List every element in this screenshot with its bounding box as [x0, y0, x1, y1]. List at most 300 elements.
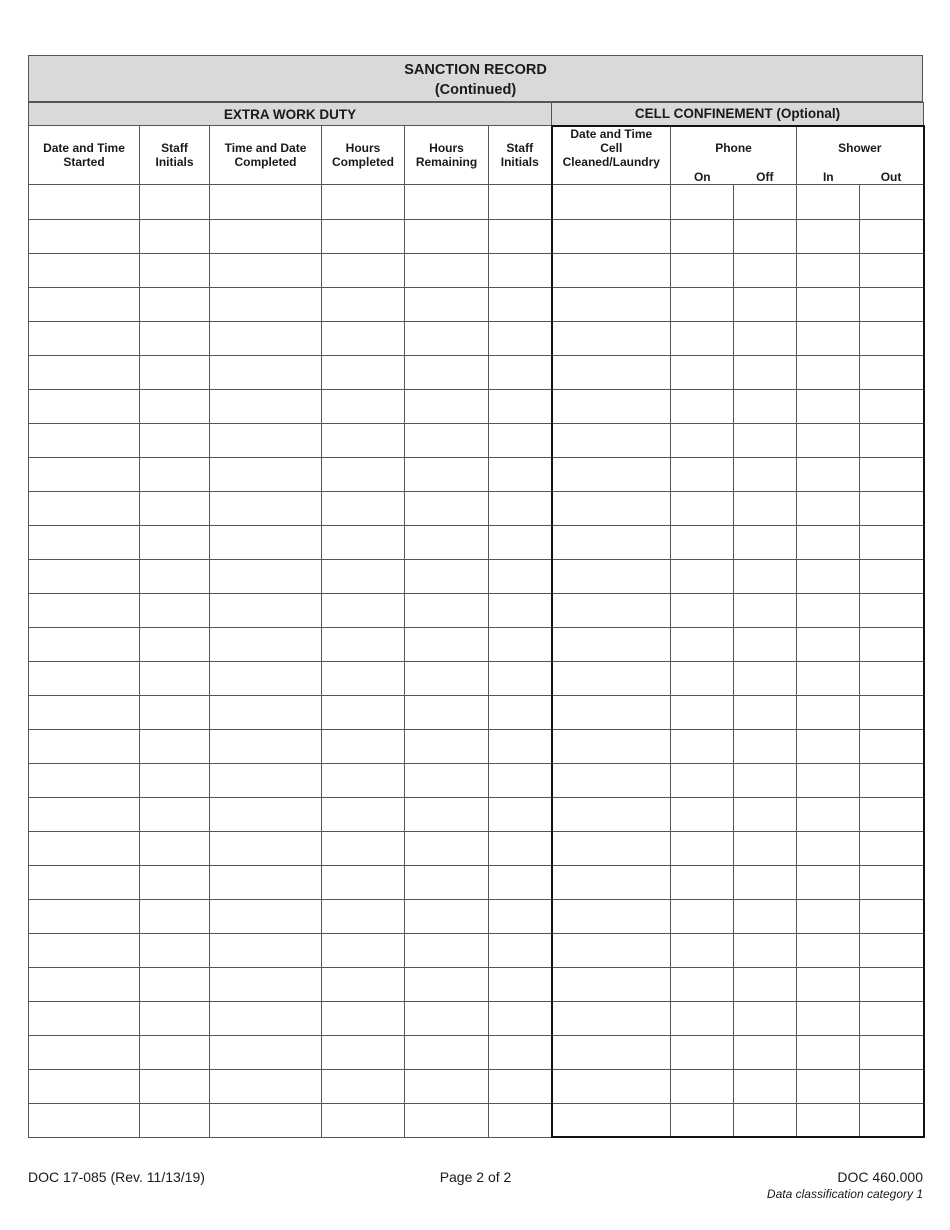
cell-hours-completed[interactable] — [322, 763, 405, 797]
cell-phone-on[interactable] — [671, 933, 734, 967]
cell-phone-off[interactable] — [734, 253, 797, 287]
cell-hours-completed[interactable] — [322, 593, 405, 627]
cell-time-date-completed[interactable] — [210, 457, 322, 491]
cell-time-date-completed[interactable] — [210, 525, 322, 559]
cell-hours-completed[interactable] — [322, 1069, 405, 1103]
cell-time-date-completed[interactable] — [210, 389, 322, 423]
cell-date-time-started[interactable] — [29, 1069, 140, 1103]
cell-staff-initials-1[interactable] — [140, 763, 210, 797]
cell-shower-in[interactable] — [797, 695, 860, 729]
cell-phone-on[interactable] — [671, 1103, 734, 1137]
cell-staff-initials-2[interactable] — [489, 525, 552, 559]
cell-cell-cleaned[interactable] — [552, 253, 671, 287]
cell-cell-cleaned[interactable] — [552, 593, 671, 627]
cell-date-time-started[interactable] — [29, 661, 140, 695]
cell-staff-initials-1[interactable] — [140, 661, 210, 695]
cell-phone-on[interactable] — [671, 593, 734, 627]
cell-shower-in[interactable] — [797, 865, 860, 899]
cell-shower-in[interactable] — [797, 1001, 860, 1035]
cell-shower-out[interactable] — [860, 865, 924, 899]
cell-time-date-completed[interactable] — [210, 1035, 322, 1069]
cell-time-date-completed[interactable] — [210, 355, 322, 389]
cell-hours-completed[interactable] — [322, 287, 405, 321]
cell-cell-cleaned[interactable] — [552, 1069, 671, 1103]
cell-shower-out[interactable] — [860, 389, 924, 423]
cell-time-date-completed[interactable] — [210, 321, 322, 355]
cell-time-date-completed[interactable] — [210, 1001, 322, 1035]
cell-staff-initials-2[interactable] — [489, 729, 552, 763]
cell-staff-initials-2[interactable] — [489, 321, 552, 355]
cell-shower-out[interactable] — [860, 899, 924, 933]
cell-hours-remaining[interactable] — [405, 695, 489, 729]
cell-date-time-started[interactable] — [29, 525, 140, 559]
cell-time-date-completed[interactable] — [210, 627, 322, 661]
cell-time-date-completed[interactable] — [210, 661, 322, 695]
cell-hours-completed[interactable] — [322, 729, 405, 763]
cell-phone-on[interactable] — [671, 1001, 734, 1035]
cell-shower-out[interactable] — [860, 491, 924, 525]
cell-phone-on[interactable] — [671, 1035, 734, 1069]
cell-staff-initials-2[interactable] — [489, 933, 552, 967]
cell-staff-initials-1[interactable] — [140, 525, 210, 559]
cell-phone-on[interactable] — [671, 627, 734, 661]
cell-time-date-completed[interactable] — [210, 491, 322, 525]
cell-phone-on[interactable] — [671, 661, 734, 695]
cell-phone-off[interactable] — [734, 797, 797, 831]
cell-cell-cleaned[interactable] — [552, 831, 671, 865]
cell-shower-out[interactable] — [860, 695, 924, 729]
cell-date-time-started[interactable] — [29, 253, 140, 287]
cell-hours-remaining[interactable] — [405, 1103, 489, 1137]
cell-staff-initials-2[interactable] — [489, 1069, 552, 1103]
cell-shower-in[interactable] — [797, 1103, 860, 1137]
cell-hours-remaining[interactable] — [405, 559, 489, 593]
cell-shower-out[interactable] — [860, 355, 924, 389]
cell-time-date-completed[interactable] — [210, 287, 322, 321]
cell-hours-completed[interactable] — [322, 933, 405, 967]
cell-date-time-started[interactable] — [29, 1103, 140, 1137]
cell-hours-completed[interactable] — [322, 831, 405, 865]
cell-shower-out[interactable] — [860, 287, 924, 321]
cell-shower-out[interactable] — [860, 593, 924, 627]
cell-staff-initials-2[interactable] — [489, 627, 552, 661]
cell-phone-off[interactable] — [734, 525, 797, 559]
cell-phone-on[interactable] — [671, 559, 734, 593]
cell-staff-initials-2[interactable] — [489, 797, 552, 831]
cell-date-time-started[interactable] — [29, 491, 140, 525]
cell-time-date-completed[interactable] — [210, 559, 322, 593]
cell-time-date-completed[interactable] — [210, 729, 322, 763]
cell-hours-remaining[interactable] — [405, 763, 489, 797]
cell-phone-on[interactable] — [671, 797, 734, 831]
cell-shower-in[interactable] — [797, 219, 860, 253]
cell-date-time-started[interactable] — [29, 355, 140, 389]
cell-cell-cleaned[interactable] — [552, 184, 671, 219]
cell-time-date-completed[interactable] — [210, 184, 322, 219]
cell-phone-off[interactable] — [734, 219, 797, 253]
cell-hours-completed[interactable] — [322, 661, 405, 695]
cell-cell-cleaned[interactable] — [552, 933, 671, 967]
cell-date-time-started[interactable] — [29, 1001, 140, 1035]
cell-shower-in[interactable] — [797, 1035, 860, 1069]
cell-staff-initials-1[interactable] — [140, 253, 210, 287]
cell-hours-completed[interactable] — [322, 184, 405, 219]
cell-staff-initials-1[interactable] — [140, 355, 210, 389]
cell-hours-remaining[interactable] — [405, 219, 489, 253]
cell-hours-remaining[interactable] — [405, 423, 489, 457]
cell-staff-initials-1[interactable] — [140, 627, 210, 661]
cell-staff-initials-2[interactable] — [489, 559, 552, 593]
cell-hours-remaining[interactable] — [405, 729, 489, 763]
cell-shower-out[interactable] — [860, 831, 924, 865]
cell-staff-initials-1[interactable] — [140, 184, 210, 219]
cell-time-date-completed[interactable] — [210, 1103, 322, 1137]
cell-time-date-completed[interactable] — [210, 865, 322, 899]
cell-hours-completed[interactable] — [322, 627, 405, 661]
cell-phone-on[interactable] — [671, 355, 734, 389]
cell-shower-out[interactable] — [860, 933, 924, 967]
cell-staff-initials-2[interactable] — [489, 253, 552, 287]
cell-staff-initials-2[interactable] — [489, 184, 552, 219]
cell-staff-initials-2[interactable] — [489, 1001, 552, 1035]
cell-phone-on[interactable] — [671, 525, 734, 559]
cell-phone-off[interactable] — [734, 627, 797, 661]
cell-staff-initials-2[interactable] — [489, 491, 552, 525]
cell-date-time-started[interactable] — [29, 763, 140, 797]
cell-cell-cleaned[interactable] — [552, 729, 671, 763]
cell-shower-in[interactable] — [797, 491, 860, 525]
cell-staff-initials-1[interactable] — [140, 1035, 210, 1069]
cell-phone-off[interactable] — [734, 1069, 797, 1103]
cell-phone-on[interactable] — [671, 423, 734, 457]
cell-time-date-completed[interactable] — [210, 933, 322, 967]
cell-phone-on[interactable] — [671, 729, 734, 763]
cell-hours-remaining[interactable] — [405, 457, 489, 491]
cell-hours-remaining[interactable] — [405, 491, 489, 525]
cell-time-date-completed[interactable] — [210, 695, 322, 729]
cell-phone-on[interactable] — [671, 763, 734, 797]
cell-staff-initials-1[interactable] — [140, 559, 210, 593]
cell-date-time-started[interactable] — [29, 287, 140, 321]
cell-hours-remaining[interactable] — [405, 627, 489, 661]
cell-phone-off[interactable] — [734, 423, 797, 457]
cell-hours-remaining[interactable] — [405, 831, 489, 865]
cell-time-date-completed[interactable] — [210, 423, 322, 457]
cell-shower-out[interactable] — [860, 559, 924, 593]
cell-phone-on[interactable] — [671, 219, 734, 253]
cell-phone-on[interactable] — [671, 831, 734, 865]
cell-hours-completed[interactable] — [322, 1103, 405, 1137]
cell-shower-out[interactable] — [860, 423, 924, 457]
cell-cell-cleaned[interactable] — [552, 423, 671, 457]
cell-shower-in[interactable] — [797, 253, 860, 287]
cell-staff-initials-1[interactable] — [140, 865, 210, 899]
cell-staff-initials-1[interactable] — [140, 219, 210, 253]
cell-cell-cleaned[interactable] — [552, 967, 671, 1001]
cell-shower-out[interactable] — [860, 184, 924, 219]
cell-date-time-started[interactable] — [29, 423, 140, 457]
cell-phone-on[interactable] — [671, 389, 734, 423]
cell-hours-remaining[interactable] — [405, 593, 489, 627]
cell-cell-cleaned[interactable] — [552, 661, 671, 695]
cell-phone-off[interactable] — [734, 933, 797, 967]
cell-staff-initials-1[interactable] — [140, 1001, 210, 1035]
cell-staff-initials-2[interactable] — [489, 457, 552, 491]
cell-hours-completed[interactable] — [322, 899, 405, 933]
cell-hours-remaining[interactable] — [405, 184, 489, 219]
cell-date-time-started[interactable] — [29, 695, 140, 729]
cell-date-time-started[interactable] — [29, 797, 140, 831]
cell-hours-remaining[interactable] — [405, 389, 489, 423]
cell-phone-on[interactable] — [671, 967, 734, 1001]
cell-shower-out[interactable] — [860, 627, 924, 661]
cell-date-time-started[interactable] — [29, 1035, 140, 1069]
cell-hours-completed[interactable] — [322, 695, 405, 729]
cell-phone-off[interactable] — [734, 559, 797, 593]
cell-time-date-completed[interactable] — [210, 797, 322, 831]
cell-shower-out[interactable] — [860, 253, 924, 287]
cell-staff-initials-1[interactable] — [140, 423, 210, 457]
cell-time-date-completed[interactable] — [210, 593, 322, 627]
cell-cell-cleaned[interactable] — [552, 321, 671, 355]
cell-phone-on[interactable] — [671, 457, 734, 491]
cell-hours-completed[interactable] — [322, 1035, 405, 1069]
cell-date-time-started[interactable] — [29, 559, 140, 593]
cell-hours-completed[interactable] — [322, 355, 405, 389]
cell-phone-on[interactable] — [671, 287, 734, 321]
cell-hours-completed[interactable] — [322, 219, 405, 253]
cell-cell-cleaned[interactable] — [552, 1035, 671, 1069]
cell-phone-off[interactable] — [734, 831, 797, 865]
cell-date-time-started[interactable] — [29, 933, 140, 967]
cell-staff-initials-1[interactable] — [140, 933, 210, 967]
cell-hours-completed[interactable] — [322, 389, 405, 423]
cell-hours-completed[interactable] — [322, 423, 405, 457]
cell-shower-in[interactable] — [797, 899, 860, 933]
cell-hours-remaining[interactable] — [405, 287, 489, 321]
cell-shower-out[interactable] — [860, 729, 924, 763]
cell-hours-completed[interactable] — [322, 491, 405, 525]
cell-date-time-started[interactable] — [29, 729, 140, 763]
cell-phone-on[interactable] — [671, 899, 734, 933]
cell-staff-initials-2[interactable] — [489, 423, 552, 457]
cell-shower-out[interactable] — [860, 1001, 924, 1035]
cell-staff-initials-2[interactable] — [489, 831, 552, 865]
cell-staff-initials-2[interactable] — [489, 355, 552, 389]
cell-shower-in[interactable] — [797, 627, 860, 661]
cell-hours-remaining[interactable] — [405, 1035, 489, 1069]
cell-time-date-completed[interactable] — [210, 1069, 322, 1103]
cell-staff-initials-1[interactable] — [140, 797, 210, 831]
cell-phone-off[interactable] — [734, 1001, 797, 1035]
cell-shower-in[interactable] — [797, 389, 860, 423]
cell-cell-cleaned[interactable] — [552, 763, 671, 797]
cell-shower-in[interactable] — [797, 593, 860, 627]
cell-shower-in[interactable] — [797, 559, 860, 593]
cell-hours-completed[interactable] — [322, 1001, 405, 1035]
cell-shower-out[interactable] — [860, 1035, 924, 1069]
cell-phone-on[interactable] — [671, 695, 734, 729]
cell-staff-initials-2[interactable] — [489, 1103, 552, 1137]
cell-staff-initials-1[interactable] — [140, 729, 210, 763]
cell-hours-remaining[interactable] — [405, 321, 489, 355]
cell-phone-on[interactable] — [671, 253, 734, 287]
cell-phone-off[interactable] — [734, 865, 797, 899]
cell-shower-out[interactable] — [860, 763, 924, 797]
cell-hours-completed[interactable] — [322, 967, 405, 1001]
cell-staff-initials-1[interactable] — [140, 899, 210, 933]
cell-shower-out[interactable] — [860, 457, 924, 491]
cell-phone-on[interactable] — [671, 1069, 734, 1103]
cell-time-date-completed[interactable] — [210, 831, 322, 865]
cell-cell-cleaned[interactable] — [552, 797, 671, 831]
cell-hours-remaining[interactable] — [405, 967, 489, 1001]
cell-staff-initials-1[interactable] — [140, 287, 210, 321]
cell-time-date-completed[interactable] — [210, 253, 322, 287]
cell-cell-cleaned[interactable] — [552, 389, 671, 423]
cell-cell-cleaned[interactable] — [552, 1001, 671, 1035]
cell-phone-off[interactable] — [734, 1103, 797, 1137]
cell-staff-initials-1[interactable] — [140, 593, 210, 627]
cell-cell-cleaned[interactable] — [552, 899, 671, 933]
cell-date-time-started[interactable] — [29, 457, 140, 491]
cell-phone-off[interactable] — [734, 1035, 797, 1069]
cell-phone-off[interactable] — [734, 457, 797, 491]
cell-hours-remaining[interactable] — [405, 661, 489, 695]
cell-shower-in[interactable] — [797, 797, 860, 831]
cell-phone-off[interactable] — [734, 729, 797, 763]
cell-shower-in[interactable] — [797, 423, 860, 457]
cell-phone-off[interactable] — [734, 695, 797, 729]
cell-shower-in[interactable] — [797, 729, 860, 763]
cell-shower-in[interactable] — [797, 661, 860, 695]
cell-phone-off[interactable] — [734, 593, 797, 627]
cell-time-date-completed[interactable] — [210, 763, 322, 797]
cell-shower-in[interactable] — [797, 457, 860, 491]
cell-shower-in[interactable] — [797, 933, 860, 967]
cell-shower-out[interactable] — [860, 1069, 924, 1103]
cell-staff-initials-2[interactable] — [489, 287, 552, 321]
cell-hours-remaining[interactable] — [405, 899, 489, 933]
cell-cell-cleaned[interactable] — [552, 525, 671, 559]
cell-staff-initials-2[interactable] — [489, 219, 552, 253]
cell-cell-cleaned[interactable] — [552, 1103, 671, 1137]
cell-hours-remaining[interactable] — [405, 865, 489, 899]
cell-phone-off[interactable] — [734, 355, 797, 389]
cell-phone-off[interactable] — [734, 491, 797, 525]
cell-phone-off[interactable] — [734, 287, 797, 321]
cell-hours-completed[interactable] — [322, 457, 405, 491]
cell-hours-remaining[interactable] — [405, 933, 489, 967]
cell-hours-remaining[interactable] — [405, 1001, 489, 1035]
cell-staff-initials-2[interactable] — [489, 389, 552, 423]
cell-date-time-started[interactable] — [29, 593, 140, 627]
cell-time-date-completed[interactable] — [210, 219, 322, 253]
cell-cell-cleaned[interactable] — [552, 491, 671, 525]
cell-shower-out[interactable] — [860, 797, 924, 831]
cell-phone-off[interactable] — [734, 967, 797, 1001]
cell-staff-initials-1[interactable] — [140, 321, 210, 355]
cell-shower-in[interactable] — [797, 355, 860, 389]
cell-date-time-started[interactable] — [29, 865, 140, 899]
cell-shower-in[interactable] — [797, 967, 860, 1001]
cell-staff-initials-1[interactable] — [140, 389, 210, 423]
cell-staff-initials-2[interactable] — [489, 763, 552, 797]
cell-phone-on[interactable] — [671, 184, 734, 219]
cell-staff-initials-1[interactable] — [140, 491, 210, 525]
cell-staff-initials-2[interactable] — [489, 661, 552, 695]
cell-phone-off[interactable] — [734, 389, 797, 423]
cell-staff-initials-2[interactable] — [489, 593, 552, 627]
cell-phone-off[interactable] — [734, 661, 797, 695]
cell-time-date-completed[interactable] — [210, 967, 322, 1001]
cell-date-time-started[interactable] — [29, 389, 140, 423]
cell-cell-cleaned[interactable] — [552, 287, 671, 321]
cell-date-time-started[interactable] — [29, 321, 140, 355]
cell-cell-cleaned[interactable] — [552, 865, 671, 899]
cell-staff-initials-2[interactable] — [489, 967, 552, 1001]
cell-staff-initials-1[interactable] — [140, 1103, 210, 1137]
cell-cell-cleaned[interactable] — [552, 219, 671, 253]
cell-staff-initials-1[interactable] — [140, 695, 210, 729]
cell-hours-remaining[interactable] — [405, 797, 489, 831]
cell-hours-remaining[interactable] — [405, 525, 489, 559]
cell-phone-off[interactable] — [734, 321, 797, 355]
cell-hours-completed[interactable] — [322, 525, 405, 559]
cell-shower-in[interactable] — [797, 763, 860, 797]
cell-hours-remaining[interactable] — [405, 253, 489, 287]
cell-staff-initials-2[interactable] — [489, 695, 552, 729]
cell-staff-initials-1[interactable] — [140, 831, 210, 865]
cell-hours-completed[interactable] — [322, 865, 405, 899]
cell-phone-off[interactable] — [734, 763, 797, 797]
cell-date-time-started[interactable] — [29, 627, 140, 661]
cell-shower-in[interactable] — [797, 831, 860, 865]
cell-date-time-started[interactable] — [29, 219, 140, 253]
cell-shower-out[interactable] — [860, 1103, 924, 1137]
cell-shower-in[interactable] — [797, 1069, 860, 1103]
cell-staff-initials-2[interactable] — [489, 865, 552, 899]
cell-hours-completed[interactable] — [322, 253, 405, 287]
cell-shower-out[interactable] — [860, 219, 924, 253]
cell-staff-initials-1[interactable] — [140, 1069, 210, 1103]
cell-staff-initials-2[interactable] — [489, 1035, 552, 1069]
cell-hours-remaining[interactable] — [405, 1069, 489, 1103]
cell-cell-cleaned[interactable] — [552, 695, 671, 729]
cell-date-time-started[interactable] — [29, 184, 140, 219]
cell-shower-in[interactable] — [797, 321, 860, 355]
cell-shower-out[interactable] — [860, 525, 924, 559]
cell-cell-cleaned[interactable] — [552, 355, 671, 389]
cell-shower-out[interactable] — [860, 321, 924, 355]
cell-cell-cleaned[interactable] — [552, 627, 671, 661]
cell-shower-out[interactable] — [860, 661, 924, 695]
cell-date-time-started[interactable] — [29, 899, 140, 933]
cell-phone-on[interactable] — [671, 491, 734, 525]
cell-cell-cleaned[interactable] — [552, 559, 671, 593]
cell-hours-completed[interactable] — [322, 559, 405, 593]
cell-shower-in[interactable] — [797, 287, 860, 321]
cell-hours-remaining[interactable] — [405, 355, 489, 389]
cell-hours-completed[interactable] — [322, 321, 405, 355]
cell-staff-initials-1[interactable] — [140, 967, 210, 1001]
cell-cell-cleaned[interactable] — [552, 457, 671, 491]
cell-date-time-started[interactable] — [29, 967, 140, 1001]
cell-phone-on[interactable] — [671, 865, 734, 899]
cell-shower-in[interactable] — [797, 184, 860, 219]
cell-phone-on[interactable] — [671, 321, 734, 355]
cell-phone-off[interactable] — [734, 184, 797, 219]
